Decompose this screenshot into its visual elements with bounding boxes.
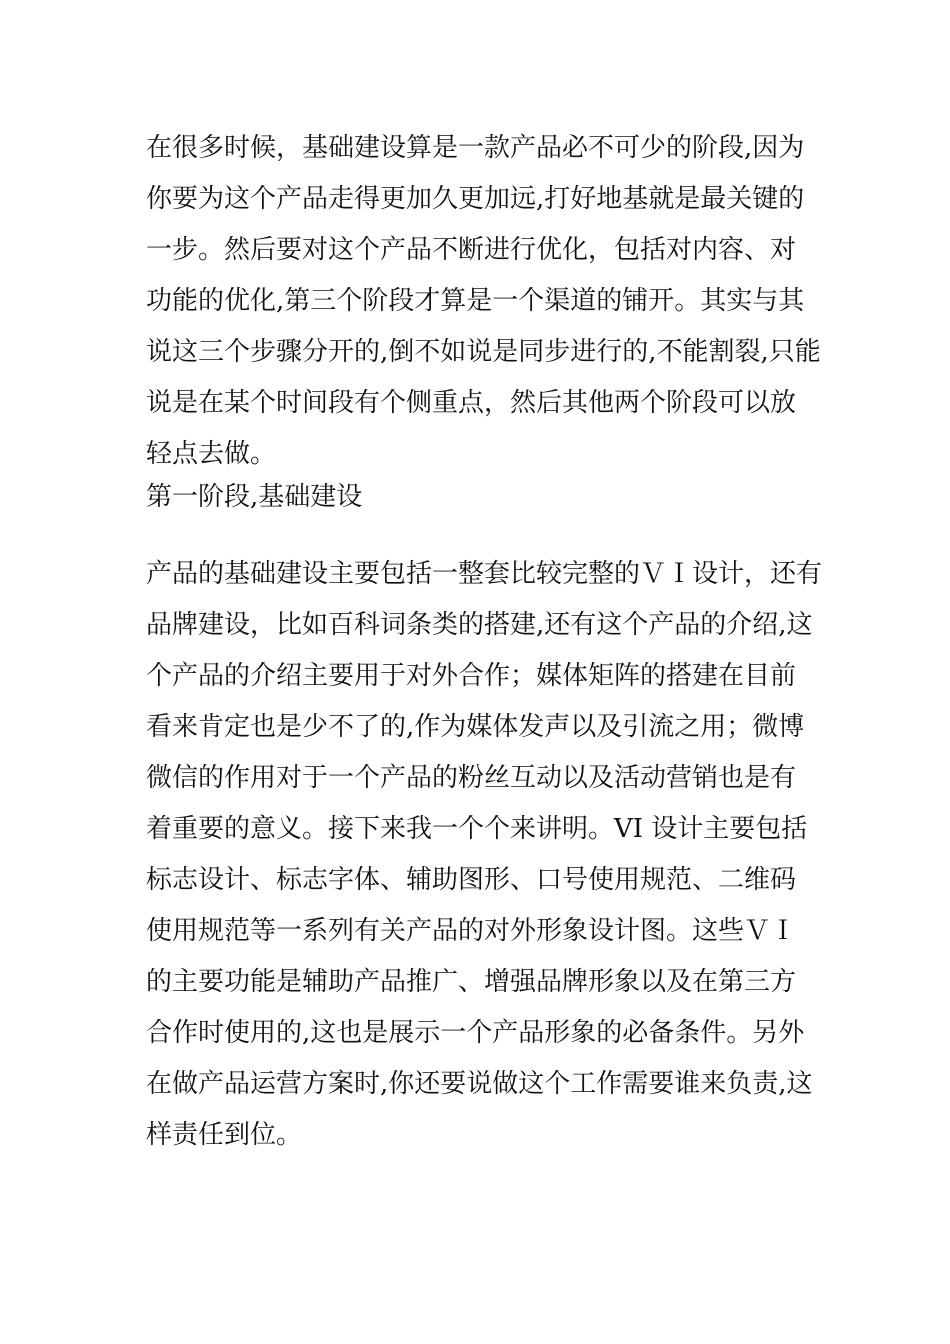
section-heading bbox=[146, 472, 826, 523]
paragraph-line: 的主要功能是辅助产品推广、增强品牌形象以及在第三方 bbox=[146, 967, 797, 997]
paragraph-line: 功能的优化,第三个阶段才算是一个渠道的铺开。其实与其 bbox=[146, 286, 805, 316]
paragraph-line: 着重要的意义。接下来我一个个来讲明。VI 设计主要包括 bbox=[146, 814, 808, 844]
paragraph-line: 轻点去做。 bbox=[146, 439, 277, 469]
paragraph-line: 标志设计、标志字体、辅助图形、口号使用规范、二维码 bbox=[146, 865, 797, 895]
paragraph-line: 微信的作用对于一个产品的粉丝互动以及活动营销也是有 bbox=[146, 763, 797, 793]
section-heading-text: 第一阶段,基础建设 bbox=[146, 482, 363, 512]
paragraph-line: 使用规范等一系列有关产品的对外形象设计图。这些ＶＩ bbox=[146, 916, 797, 946]
paragraph-line: 合作时使用的,这也是展示一个产品形象的必备条件。另外 bbox=[146, 1018, 805, 1048]
paragraph-line: 产品的基础建设主要包括一整套比较完整的ＶＩ设计，还有 bbox=[146, 559, 823, 589]
paragraph-line: 说这三个步骤分开的,倒不如说是同步进行的,不能割裂,只能 bbox=[146, 337, 821, 367]
paragraph-line: 在做产品运营方案时,你还要说做这个工作需要谁来负责,这 bbox=[146, 1069, 813, 1099]
paragraph-line: 说是在某个时间段有个侧重点，然后其他两个阶段可以放 bbox=[146, 388, 797, 418]
body-paragraph bbox=[146, 549, 826, 1161]
paragraph-line: 你要为这个产品走得更加久更加远,打好地基就是最关键的 bbox=[146, 184, 805, 214]
paragraph-line: 看来肯定也是少不了的,作为媒体发声以及引流之用；微博 bbox=[146, 712, 805, 742]
paragraph-line: 在很多时候，基础建设算是一款产品必不可少的阶段,因为 bbox=[146, 133, 805, 163]
intro-paragraph bbox=[146, 123, 826, 480]
paragraph-line: 品牌建设，比如百科词条类的搭建,还有这个产品的介绍,这 bbox=[146, 610, 813, 640]
paragraph-line: 一步。然后要对这个产品不断进行优化，包括对内容、对 bbox=[146, 235, 797, 265]
paragraph-line: 个产品的介绍主要用于对外合作；媒体矩阵的搭建在目前 bbox=[146, 661, 797, 691]
paragraph-line: 样责任到位。 bbox=[146, 1120, 303, 1150]
